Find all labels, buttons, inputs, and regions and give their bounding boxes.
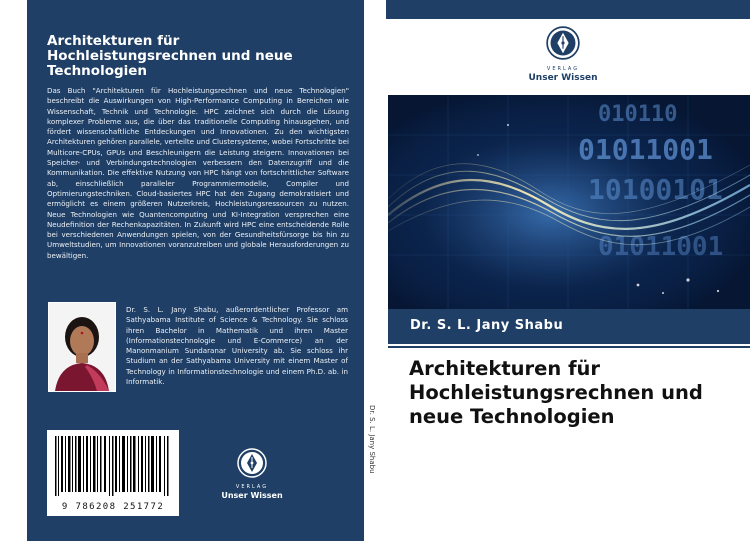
publisher-verlag-label: VERLAG <box>546 66 580 72</box>
back-cover-title: Architekturen für Hochleistungsrechnen und neue Technologien <box>47 33 293 79</box>
front-publisher-logo <box>525 26 601 83</box>
cover-hero-image <box>388 95 750 309</box>
front-cover-title: Architekturen für Hochleistungsrechnen und neue Technologien <box>409 357 703 428</box>
book-spine <box>364 0 383 541</box>
book-blurb: Das Buch "Architekturen für Hochleistungsrechnen und neue Technologien" beschreibt die Auswirkungen von High-Performance Computing in Bereichen wie Wissenschaft, Technik und Technologie. HPC zeichnet sich durch die Lösung komplexer Probleme aus, die über das traditionelle Computing hinausgehen, und fördert wissenschaftliche Entdeckungen und Innovationen. Zu den wichtigsten Architekturen gehören parallele, verteilte und Clustersysteme, wobei Fortschritte bei Multicore-CPUs, GPUs und Beschleunigern die Leistung steigern. Innovationen bei Speicher- und Verbindungstechnologien verbessern den Datenzugriff und die Kommunikation. Die effektive Nutzung von HPC hängt von fortschrittlicher Software ab, einschließlich paralleler Programmiermodelle, Compiler und Optimierungstechniken. Cloud-basiertes HPC hat den Zugang demokratisiert und ermöglicht es einem größeren Nutzerkreis, Hochleistungsressourcen zu nutzen. Neue Technologien wie Quantencomputing und KI-Integration versprechen eine Neudefinition der Rechenkapazitäten. In Zukunft wird HPC eine entscheidende Rolle bei verschiedenen Anwendungen spielen, von der Gesundheitsfürsorge bis hin zu Umweltstudien, um Innovationen voranzutreiben und globale Herausforderungen zu bewältigen. <box>47 86 349 260</box>
hero-binary-line-4: 01011001 <box>598 232 724 262</box>
hero-binary-line-1: 010110 <box>598 102 678 127</box>
hero-binary-line-3: 10100101 <box>588 173 723 206</box>
hero-binary-line-2: 01011001 <box>578 133 713 166</box>
front-author-name: Dr. S. L. Jany Shabu <box>410 318 564 333</box>
barcode-bars <box>47 430 179 500</box>
publisher-name: Unser Wissen <box>528 73 598 83</box>
publisher-name: Unser Wissen <box>221 491 283 500</box>
spine-author: Dr. S. L. Jany Shabu <box>368 405 376 474</box>
publisher-verlag-label: VERLAG <box>235 484 269 490</box>
isbn-digits: 9 786208 251772 <box>61 502 165 512</box>
fountain-pen-nib-icon <box>546 26 580 60</box>
front-divider <box>388 346 750 348</box>
front-author-band <box>388 309 750 344</box>
author-photo <box>48 302 116 392</box>
back-cover <box>27 0 364 541</box>
author-bio: Dr. S. L. Jany Shabu, außerordentlicher Professor am Sathyabama Institute of Science & Technology. Sie schloss ihren Bachelor in Mathematik und ihren Master (Informationstechnologie und E-Commerce) an der Manonmanium Sundaranar University ab. Sie schloss ihr Studium an der Sathyabama University mit einem Master of Technology in Informationstechnologie und einem Ph.D. ab. in Informatik. <box>126 305 348 387</box>
isbn-barcode <box>47 430 179 516</box>
front-top-bar <box>386 0 750 19</box>
fountain-pen-nib-icon <box>237 448 267 478</box>
front-cover <box>386 0 750 541</box>
back-publisher-logo <box>217 448 287 500</box>
